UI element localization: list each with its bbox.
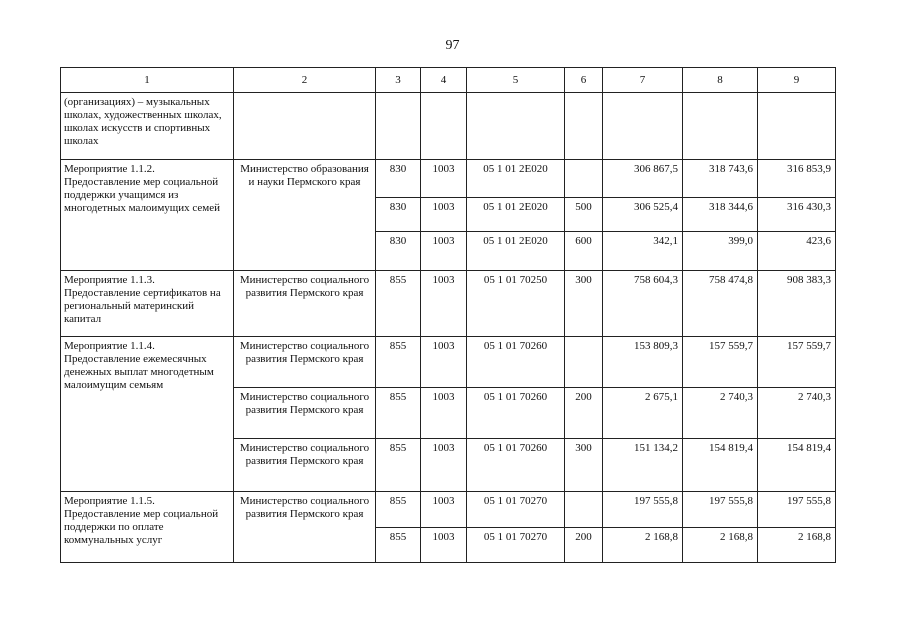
ministry-name: Министерство социального развития Пермского края [234, 337, 376, 388]
cell-expense-type: 300 [565, 271, 603, 337]
measure-title: Мероприятие 1.1.4. Предоставление ежемесячных денежных выплат многодетным малоимущим семьям [61, 337, 234, 492]
column-header: 4 [421, 68, 467, 93]
cell-amount-year1: 2 168,8 [603, 528, 683, 563]
table-row [61, 160, 836, 198]
cell-expense-type: 300 [565, 439, 603, 492]
cell-amount-year3: 2 168,8 [758, 528, 836, 563]
column-header: 1 [61, 68, 234, 93]
cell-target-code: 05 1 01 70260 [467, 388, 565, 439]
cell-amount-year2: 399,0 [683, 232, 758, 271]
cell-amount-year1: 306 525,4 [603, 198, 683, 232]
cell-amount-year3: 157 559,7 [758, 337, 836, 388]
cell-section-code: 1003 [421, 232, 467, 271]
table-row [61, 271, 836, 337]
cell-admin-code: 855 [376, 439, 421, 492]
cell-amount-year3: 423,6 [758, 232, 836, 271]
column-header: 2 [234, 68, 376, 93]
cell-admin-code: 855 [376, 388, 421, 439]
cell-target-code: 05 1 01 70270 [467, 492, 565, 528]
cell-admin-code: 830 [376, 160, 421, 198]
cell-section-code: 1003 [421, 160, 467, 198]
continuation-text: (организациях) – музыкальных школах, художественных школах, школах искусств и спортивных школах [61, 93, 234, 160]
cell-amount-year3: 154 819,4 [758, 439, 836, 492]
cell-amount-year3: 197 555,8 [758, 492, 836, 528]
cell-target-code: 05 1 01 2Е020 [467, 160, 565, 198]
cell-expense-type [565, 160, 603, 198]
budget-table [60, 67, 836, 563]
cell-section-code: 1003 [421, 337, 467, 388]
ministry-name: Министерство социального развития Пермского края [234, 492, 376, 563]
table-row [61, 337, 836, 388]
ministry-name: Министерство социального развития Пермского края [234, 271, 376, 337]
cell-amount-year1: 758 604,3 [603, 271, 683, 337]
cell-section-code: 1003 [421, 528, 467, 563]
cell-section-code: 1003 [421, 271, 467, 337]
cell-expense-type [565, 492, 603, 528]
cell-admin-code: 855 [376, 528, 421, 563]
empty-cell [467, 93, 565, 160]
cell-section-code: 1003 [421, 439, 467, 492]
cell-amount-year2: 197 555,8 [683, 492, 758, 528]
cell-target-code: 05 1 01 70260 [467, 439, 565, 492]
cell-expense-type: 600 [565, 232, 603, 271]
cell-amount-year2: 2 168,8 [683, 528, 758, 563]
table-row [61, 492, 836, 528]
cell-amount-year3: 2 740,3 [758, 388, 836, 439]
cell-amount-year3: 316 853,9 [758, 160, 836, 198]
column-header: 7 [603, 68, 683, 93]
column-header: 9 [758, 68, 836, 93]
ministry-name: Министерство социального развития Пермского края [234, 388, 376, 439]
cell-amount-year2: 157 559,7 [683, 337, 758, 388]
cell-target-code: 05 1 01 70260 [467, 337, 565, 388]
cell-amount-year3: 908 383,3 [758, 271, 836, 337]
cell-target-code: 05 1 01 2Е020 [467, 232, 565, 271]
cell-target-code: 05 1 01 70270 [467, 528, 565, 563]
cell-target-code: 05 1 01 2Е020 [467, 198, 565, 232]
empty-cell [421, 93, 467, 160]
ministry-name: Министерство социального развития Пермского края [234, 439, 376, 492]
measure-title: Мероприятие 1.1.5. Предоставление мер социальной поддержки по оплате коммунальных услуг [61, 492, 234, 563]
cell-section-code: 1003 [421, 198, 467, 232]
empty-cell [376, 93, 421, 160]
cell-amount-year2: 154 819,4 [683, 439, 758, 492]
cell-section-code: 1003 [421, 492, 467, 528]
cell-section-code: 1003 [421, 388, 467, 439]
ministry-name: Министерство образования и науки Пермского края [234, 160, 376, 271]
page-number: 97 [445, 38, 460, 53]
cell-admin-code: 855 [376, 271, 421, 337]
cell-amount-year2: 2 740,3 [683, 388, 758, 439]
empty-cell [758, 93, 836, 160]
cell-amount-year3: 316 430,3 [758, 198, 836, 232]
column-header: 8 [683, 68, 758, 93]
cell-amount-year1: 306 867,5 [603, 160, 683, 198]
cell-amount-year2: 758 474,8 [683, 271, 758, 337]
cell-admin-code: 855 [376, 337, 421, 388]
cell-amount-year1: 197 555,8 [603, 492, 683, 528]
cell-admin-code: 855 [376, 492, 421, 528]
cell-amount-year1: 342,1 [603, 232, 683, 271]
empty-cell [683, 93, 758, 160]
cell-admin-code: 830 [376, 232, 421, 271]
cell-amount-year2: 318 743,6 [683, 160, 758, 198]
column-header: 3 [376, 68, 421, 93]
header-row [61, 68, 836, 93]
cell-expense-type: 200 [565, 528, 603, 563]
cell-amount-year1: 2 675,1 [603, 388, 683, 439]
column-header: 5 [467, 68, 565, 93]
measure-title: Мероприятие 1.1.2. Предоставление мер социальной поддержки учащимся из многодетных малоимущих семей [61, 160, 234, 271]
table-row [61, 93, 836, 160]
cell-admin-code: 830 [376, 198, 421, 232]
column-header: 6 [565, 68, 603, 93]
empty-cell [234, 93, 376, 160]
cell-amount-year1: 151 134,2 [603, 439, 683, 492]
empty-cell [603, 93, 683, 160]
empty-cell [565, 93, 603, 160]
cell-amount-year2: 318 344,6 [683, 198, 758, 232]
measure-title: Мероприятие 1.1.3. Предоставление сертификатов на региональный материнский капитал [61, 271, 234, 337]
cell-target-code: 05 1 01 70250 [467, 271, 565, 337]
cell-expense-type: 200 [565, 388, 603, 439]
cell-expense-type: 500 [565, 198, 603, 232]
cell-expense-type [565, 337, 603, 388]
cell-amount-year1: 153 809,3 [603, 337, 683, 388]
